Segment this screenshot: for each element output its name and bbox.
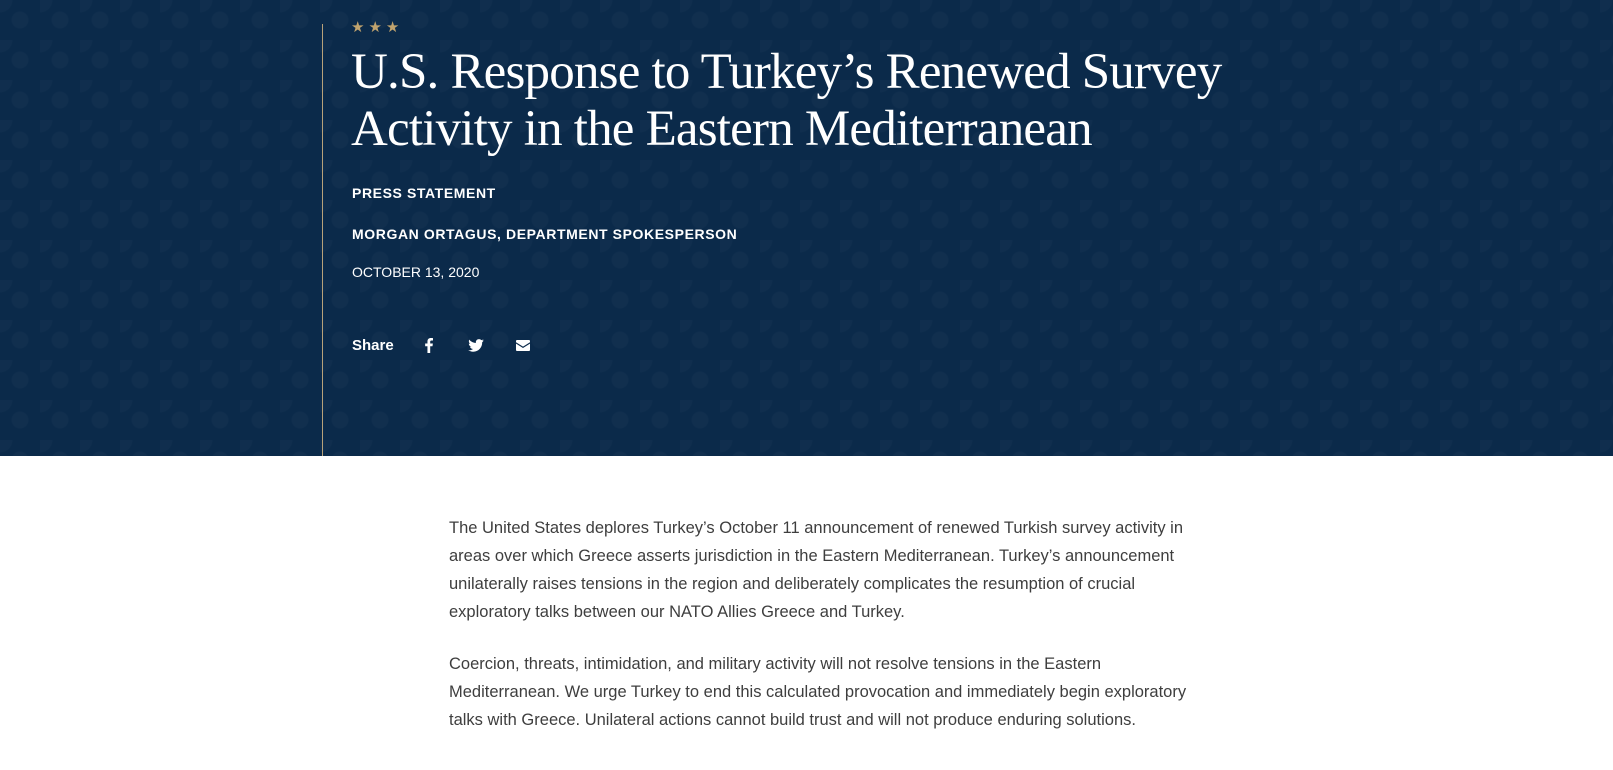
article-paragraph: Coercion, threats, intimidation, and military activity will not resolve tensions in the Eastern Mediterranean. We urge Turkey to end this calculated provocation and immediately begin exploratory talks with Greece. Unilateral actions cannot build trust and will not produce enduring solutions. xyxy=(449,655,1187,729)
article-paragraph: The United States deplores Turkey’s October 11 announcement of renewed Turkish survey activity in areas over which Greece asserts jurisdiction in the Eastern Mediterranean. Turkey’s announcement unilaterally raises tensions in the region and deliberately complicates the resumption of crucial exploratory talks between our NATO Allies Greece and Turkey. xyxy=(449,519,1184,621)
facebook-icon xyxy=(425,338,433,353)
share-email-button[interactable] xyxy=(512,334,534,356)
article-type: PRESS STATEMENT xyxy=(352,185,496,201)
article-author: MORGAN ORTAGUS, DEPARTMENT SPOKESPERSON xyxy=(352,226,738,242)
page-title: U.S. Response to Turkey’s Renewed Survey Activity in the Eastern Mediterranean xyxy=(351,44,1222,157)
article-body xyxy=(449,514,1189,758)
share-label: Share xyxy=(352,336,394,354)
email-icon xyxy=(516,340,530,351)
hero-divider xyxy=(322,24,323,456)
share-facebook-button[interactable] xyxy=(418,334,440,356)
article-date: OCTOBER 13, 2020 xyxy=(352,264,480,280)
twitter-icon xyxy=(468,339,484,352)
share-twitter-button[interactable] xyxy=(465,334,487,356)
stars-icon: ★★★ xyxy=(351,18,404,36)
share-bar xyxy=(352,334,559,356)
